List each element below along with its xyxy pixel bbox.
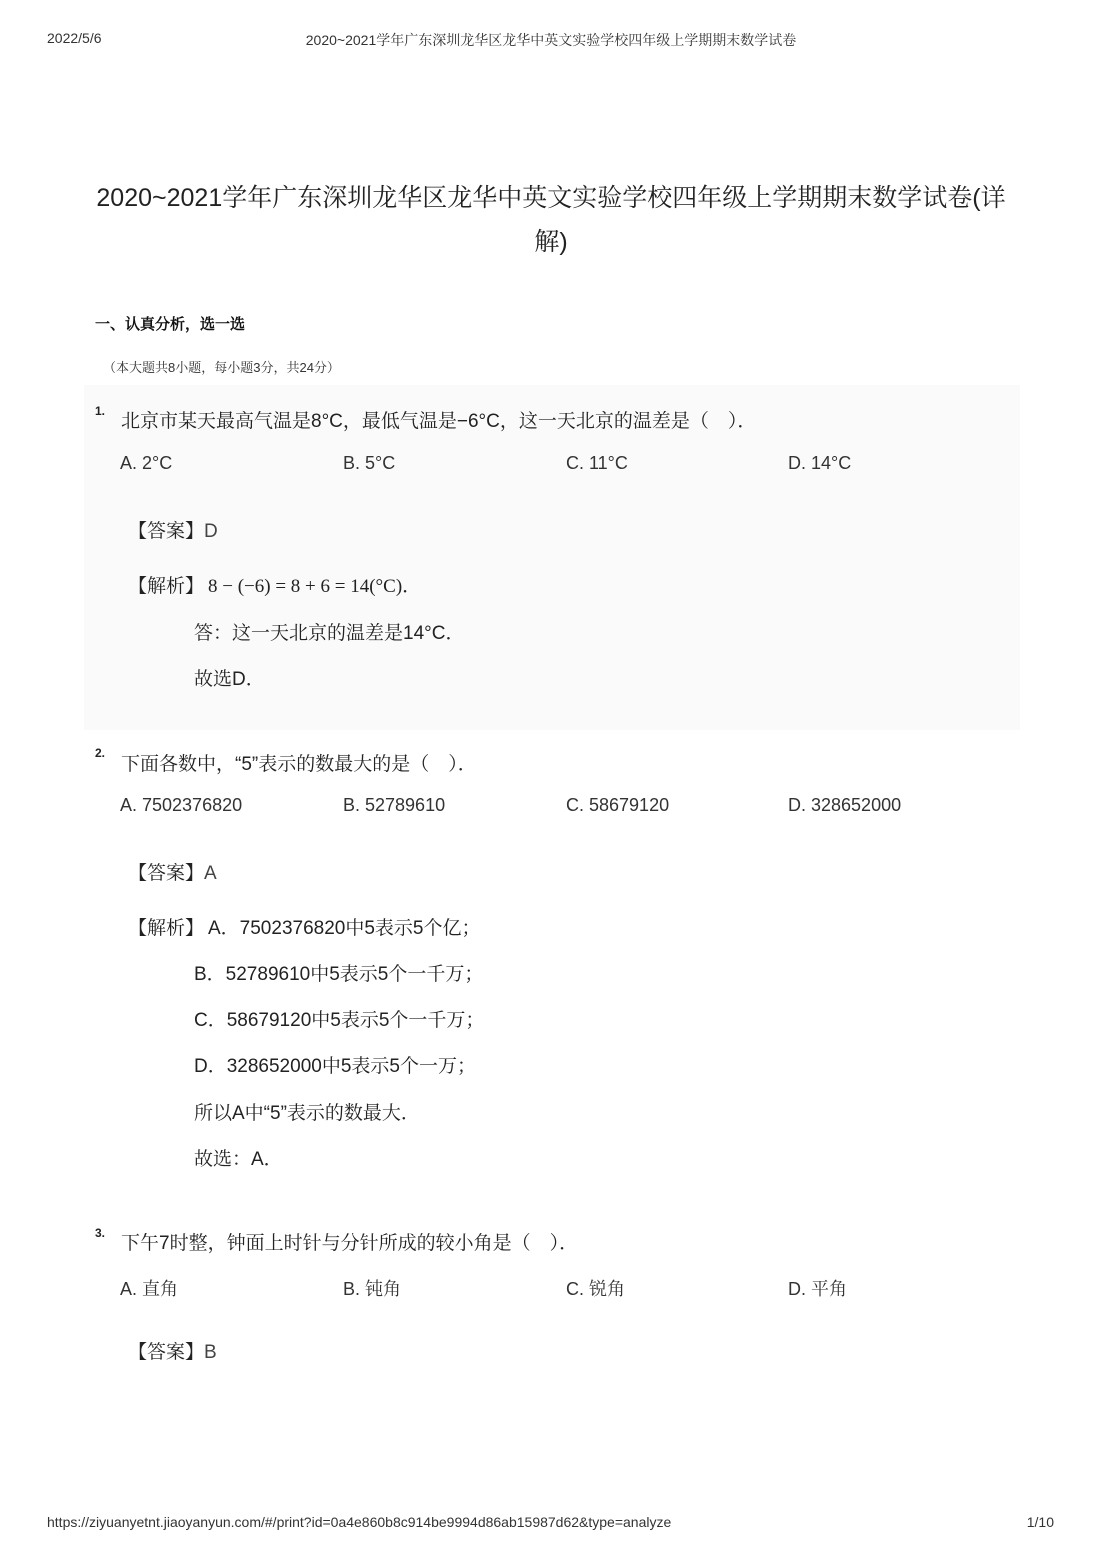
print-title: 2020~2021学年广东深圳龙华区龙华中英文实验学校四年级上学期期末数学试卷	[305, 32, 797, 48]
question-text: 下午7时整，钟面上时针与分针所成的较小角是（ ）．	[121, 1233, 579, 1254]
analysis-line: 所以A中“5”表示的数最大．	[194, 1103, 420, 1124]
question-text: 北京市某天最高气温是8°C，最低气温是−6°C，这一天北京的温差是（ ）．	[121, 411, 757, 432]
question-number: 1.	[95, 404, 106, 418]
answer-label: 【答案】	[128, 1342, 205, 1363]
option-a: A. 7502376820	[120, 795, 243, 815]
print-header	[0, 30, 1102, 50]
option-c: C. 锐角	[566, 1279, 626, 1299]
question-text: 下面各数中，“5”表示的数最大的是（ ）．	[121, 754, 477, 775]
option-d: D. 14°C	[788, 453, 852, 473]
print-date: 2022/5/6	[47, 30, 102, 46]
answer-row	[128, 1337, 217, 1364]
print-footer	[0, 1514, 1102, 1534]
analysis-line: 故选D．	[194, 669, 265, 690]
option-b: B. 52789610	[343, 795, 446, 815]
analysis-label: 【解析】	[128, 918, 205, 939]
document-title-line-2: 解)	[534, 228, 568, 256]
section-note: （本大题共8小题，每小题3分，共24分）	[103, 360, 340, 375]
question-number: 3.	[95, 1226, 106, 1240]
analysis-line: A．7502376820中5表示5个亿；	[208, 918, 481, 939]
analysis-line: 答：这一天北京的温差是14°C．	[194, 623, 465, 644]
analysis-line: 故选：A．	[194, 1149, 283, 1170]
answer-value: D	[204, 521, 218, 542]
analysis-line: B．52789610中5表示5个一千万；	[194, 964, 484, 985]
option-d: D. 平角	[788, 1279, 848, 1299]
answer-row	[128, 516, 218, 543]
document-title-line-1: 2020~2021学年广东深圳龙华区龙华中英文实验学校四年级上学期期末数学试卷(详	[96, 184, 1006, 212]
answer-value: B	[204, 1342, 217, 1363]
section-heading: 一、认真分析，选一选	[95, 316, 246, 333]
option-b: B. 5°C	[343, 453, 396, 473]
option-a: A. 2°C	[120, 453, 173, 473]
answer-label: 【答案】	[128, 863, 205, 884]
answer-row	[128, 858, 217, 885]
document-title	[80, 176, 1022, 264]
option-c: C. 58679120	[566, 795, 670, 815]
answer-value: A	[204, 863, 217, 884]
analysis-label: 【解析】	[128, 576, 205, 597]
page-number: 1/10	[1026, 1514, 1054, 1530]
analysis-line: D．328652000中5表示5个一万；	[194, 1056, 476, 1077]
analysis-line: 8 − (−6) = 8 + 6 = 14(°C)．	[208, 576, 422, 597]
question-number: 2.	[95, 746, 106, 760]
option-d: D. 328652000	[788, 795, 902, 815]
option-c: C. 11°C	[566, 453, 628, 473]
print-url: https://ziyuanyetnt.jiaoyanyun.com/#/print?id=0a4e860b8c914be9994d86ab15987d62&type=analyze	[47, 1514, 672, 1530]
option-b: B. 钝角	[343, 1279, 402, 1299]
analysis-line: C．58679120中5表示5个一千万；	[194, 1010, 485, 1031]
option-a: A. 直角	[120, 1279, 179, 1299]
answer-label: 【答案】	[128, 521, 205, 542]
